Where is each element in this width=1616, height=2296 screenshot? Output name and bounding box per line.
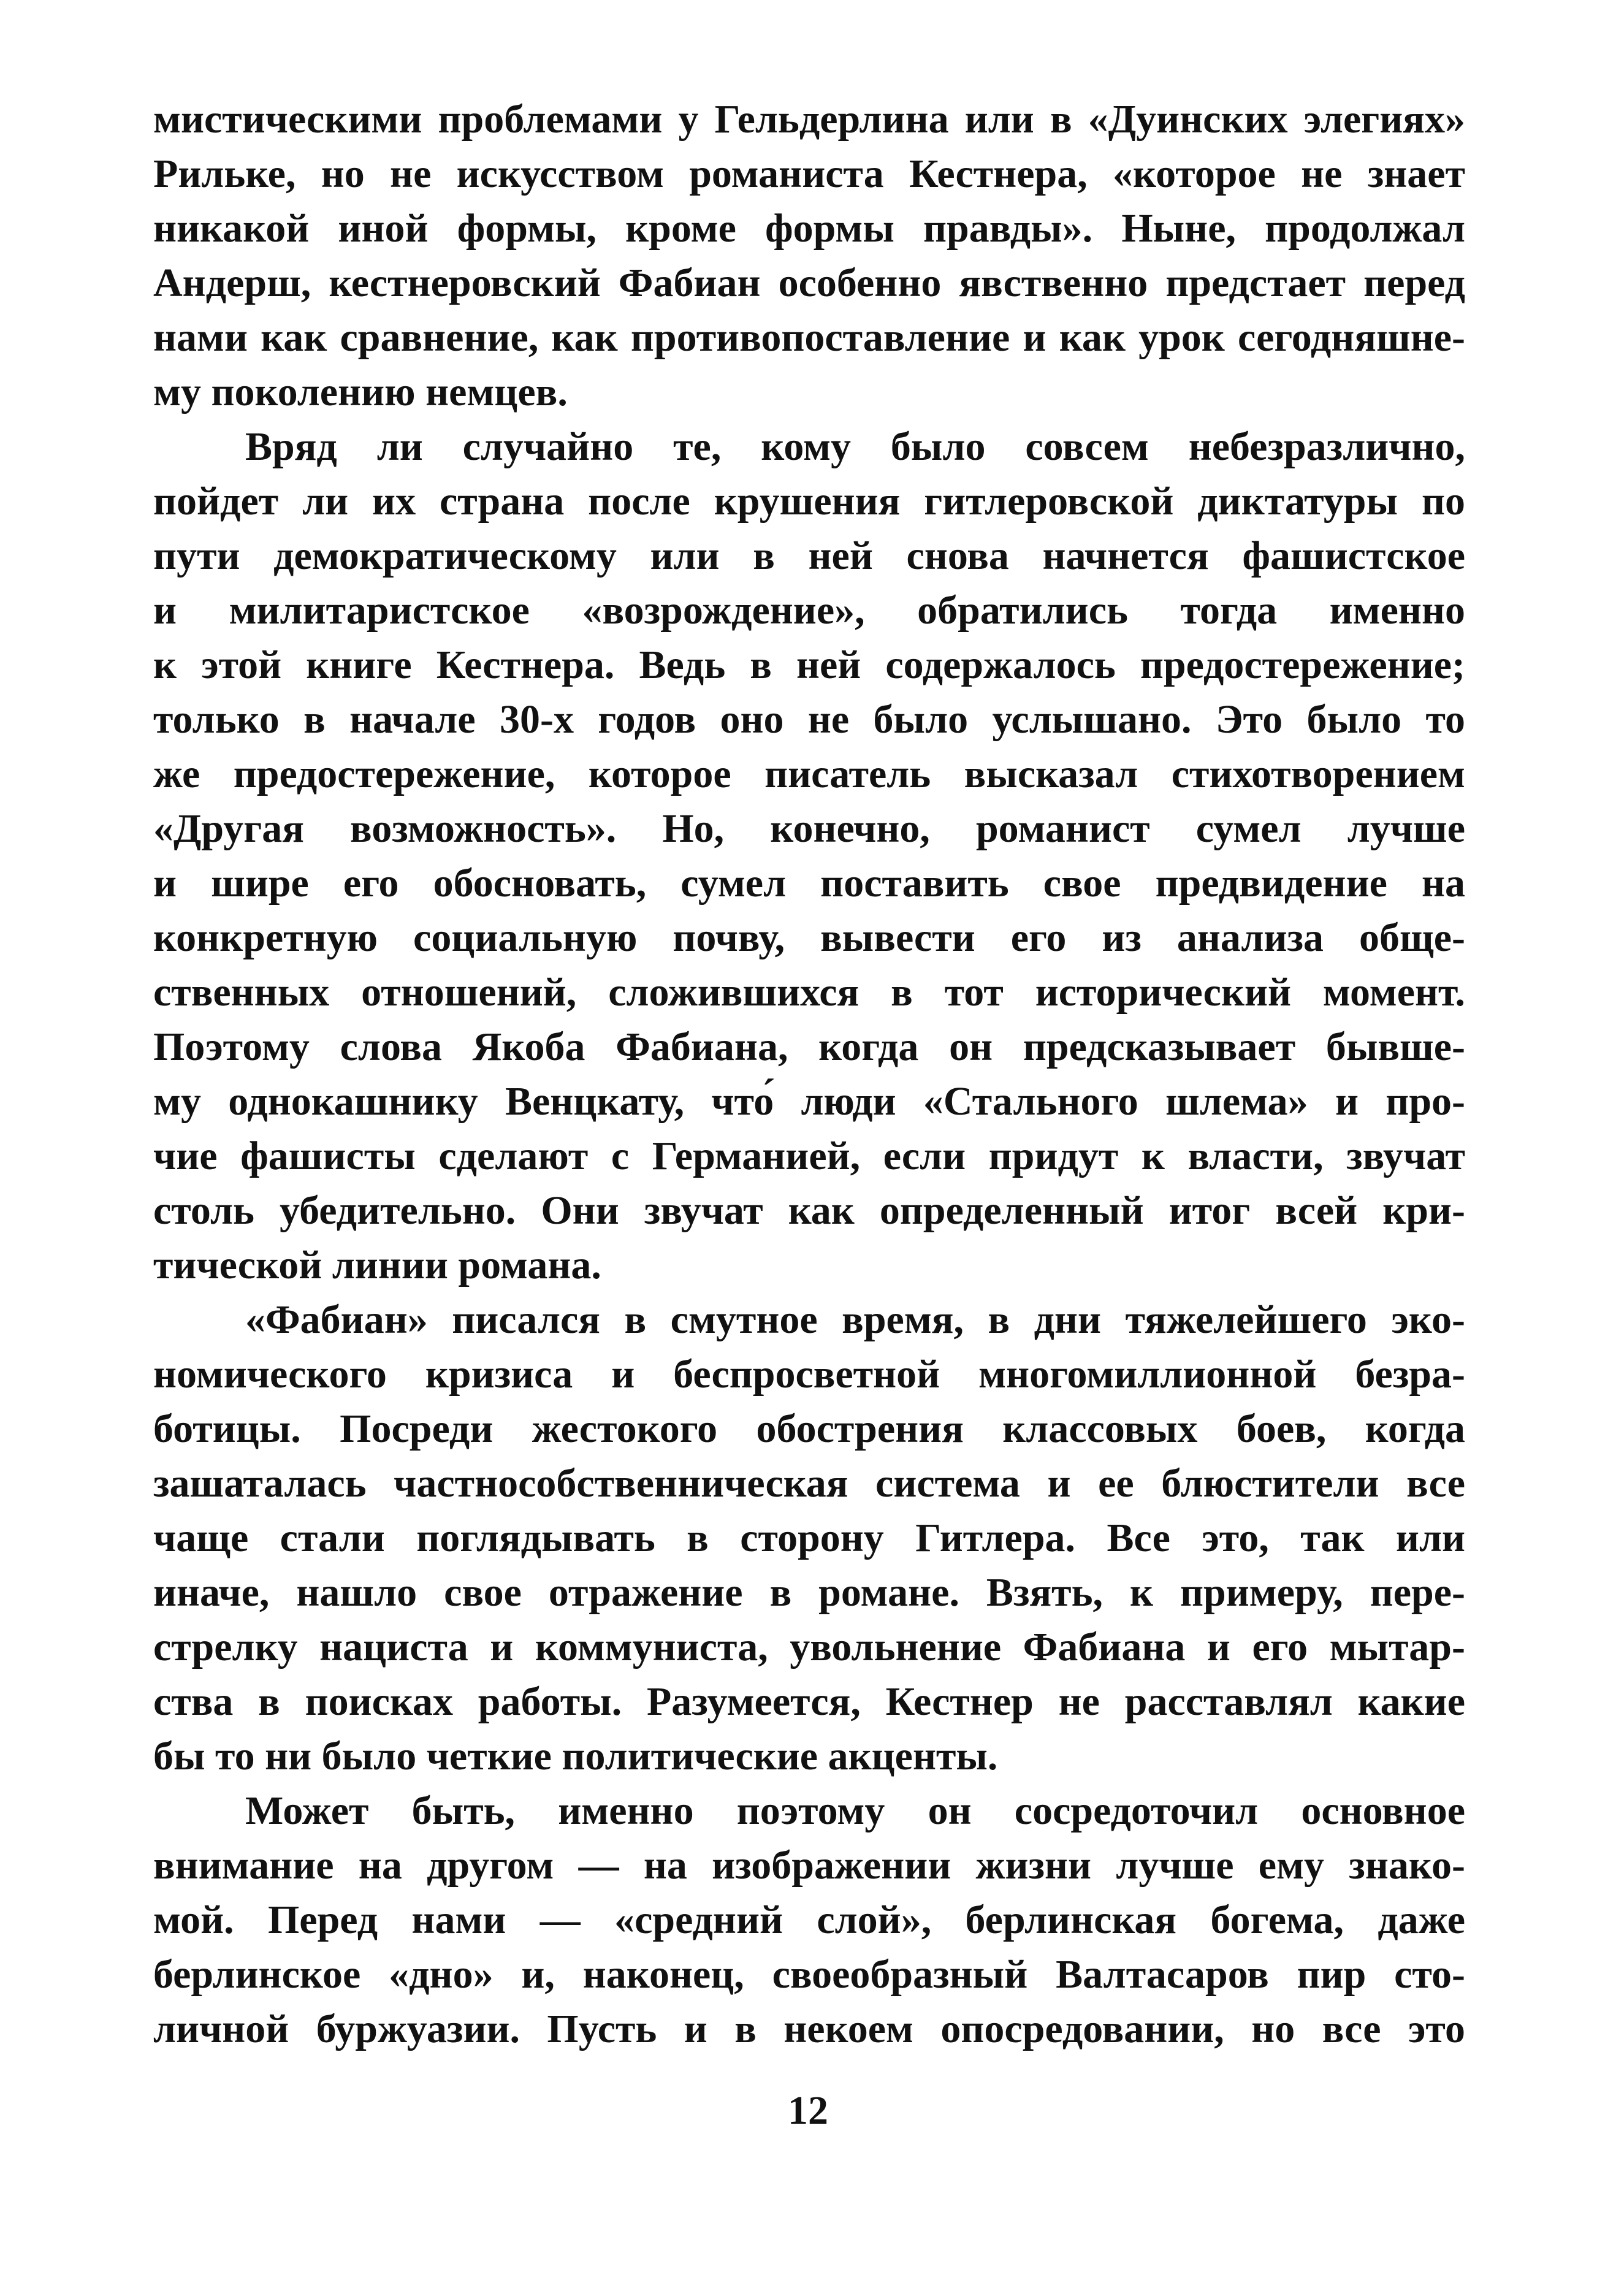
text-line: Поэтому слова Якоба Фабиана, когда он предсказывает бывше- (153, 1024, 1465, 1069)
text-line: ботицы. Посреди жестокого обострения классовых боев, когда (153, 1406, 1465, 1451)
text-line: нами как сравнение, как противопоставление и как урок сегодняшне- (153, 315, 1465, 360)
page-number: 12 (788, 2088, 828, 2133)
text-line: стрелку нациста и коммуниста, увольнение Фабиана и его мытар- (153, 1625, 1465, 1669)
text-line: же предостережение, которое писатель высказал стихотворением (153, 752, 1465, 796)
paragraph-first-line: «Фабиан» писался в смутное время, в дни тяжелейшего эко- (245, 1297, 1465, 1342)
text-line: никакой иной формы, кроме формы правды». Ныне, продолжал (153, 206, 1465, 251)
text-line: чаще стали поглядывать в сторону Гитлера. Все это, так или (153, 1516, 1465, 1560)
text-line: личной буржуазии. Пусть и в некоем опосредовании, но все это (153, 2007, 1465, 2051)
paragraph-first-line: Вряд ли случайно те, кому было совсем небезразлично, (245, 424, 1465, 469)
text-line: конкретную социальную почву, вывести его из анализа обще- (153, 915, 1465, 960)
text-line: пути демократическому или в ней снова начнется фашистское (153, 533, 1465, 578)
text-line: к этой книге Кестнера. Ведь в ней содержалось предостережение; (153, 643, 1465, 687)
text-line: чие фашисты сделают с Германией, если придут к власти, звучат (153, 1134, 1465, 1178)
text-line: Андерш, кестнеровский Фабиан особенно явственно предстает перед (153, 261, 1465, 305)
paragraph-first-line: Может быть, именно поэтому он сосредоточил основное (245, 1788, 1465, 1833)
text-line: «Другая возможность». Но, конечно, романист сумел лучше (153, 806, 1465, 851)
text-line: столь убедительно. Они звучат как определенный итог всей кри- (153, 1188, 1465, 1233)
text-line: зашаталась частнособственническая система и ее блюстители все (153, 1461, 1465, 1506)
text-line: мистическими проблемами у Гельдерлина или в «Дуинских элегиях» (153, 97, 1465, 142)
text-line: внимание на другом — на изображении жизни лучше ему знако- (153, 1843, 1465, 1888)
text-line: му поколению немцев. (153, 370, 568, 414)
body-text (153, 92, 1465, 2056)
text-line: иначе, нашло свое отражение в романе. Взять, к примеру, пере- (153, 1570, 1465, 1615)
text-line: ственных отношений, сложившихся в тот исторический момент. (153, 970, 1465, 1015)
text-line: бы то ни было четкие политические акценты. (153, 1734, 998, 1779)
text-line: му однокашнику Венцкату, что́ люди «Стального шлема» и про- (153, 1079, 1465, 1124)
text-line: пойдет ли их страна после крушения гитлеровской диктатуры по (153, 479, 1465, 524)
text-line: тической линии романа. (153, 1243, 601, 1287)
text-line: номического кризиса и беспросветной многомиллионной безра- (153, 1352, 1465, 1397)
text-line: только в начале 30-х годов оно не было услышано. Это было то (153, 697, 1465, 742)
text-line: Рильке, но не искусством романиста Кестнера, «которое не знает (153, 151, 1465, 196)
text-line: мой. Перед нами — «средний слой», берлинская богема, даже (153, 1897, 1465, 1942)
text-line: и шире его обосновать, сумел поставить свое предвидение на (153, 861, 1465, 906)
text-line: ства в поисках работы. Разумеется, Кестнер не расставлял какие (153, 1679, 1465, 1724)
text-line: и милитаристское «возрождение», обратились тогда именно (153, 588, 1465, 633)
text-line: берлинское «дно» и, наконец, своеобразный Валтасаров пир сто- (153, 1952, 1465, 1997)
